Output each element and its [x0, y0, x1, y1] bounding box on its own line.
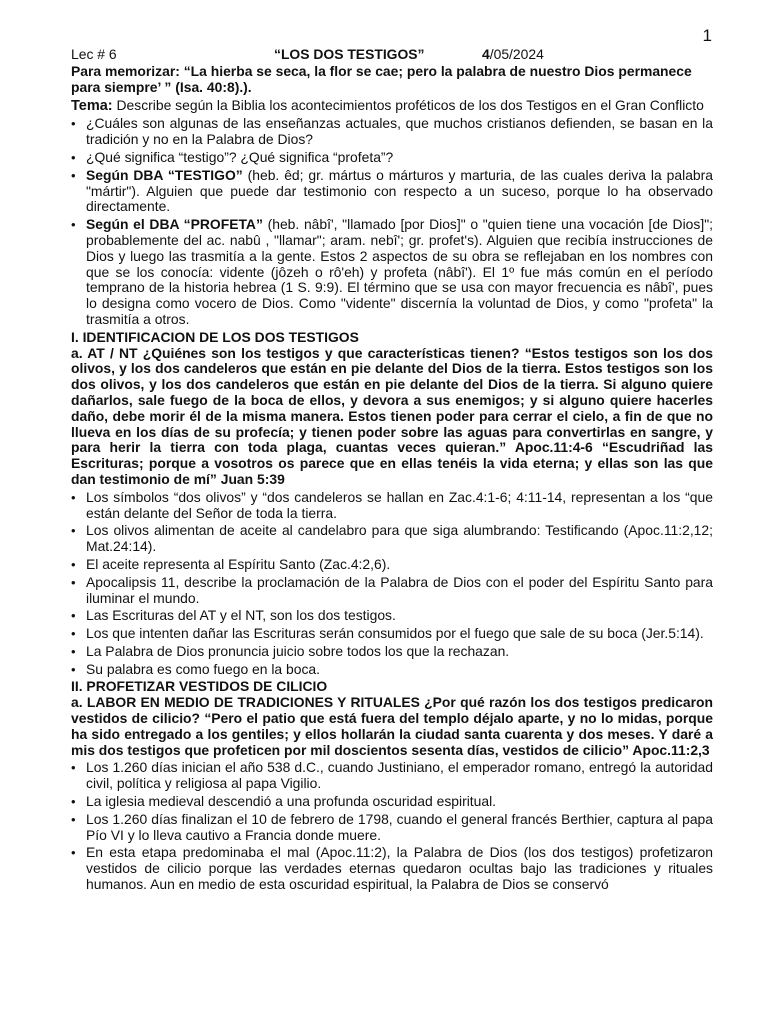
list-item: • Apocalipsis 11, describe la proclamación de la Palabra de Dios con el poder del Espíritu Santo para iluminar el mundo. [71, 575, 713, 607]
section1-list [71, 490, 713, 678]
lesson-date-day: 4 [482, 46, 490, 62]
lesson-header [71, 47, 713, 64]
topic-label: Tema: [71, 97, 113, 114]
list-item: • Los 1.260 días finalizan el 10 de febrero de 1798, cuando el general francés Berthier, captura al papa Pío VI y lo lleva cautivo a Francia donde muere. [71, 812, 713, 844]
section-heading: I. IDENTIFICACION DE LOS DOS TESTIGOS [71, 328, 359, 345]
list-item: • Los 1.260 días inician el año 538 d.C., cuando Justiniano, el emperador romano, entregó la autoridad civil, política y religiosa al papa Vigilio. [71, 760, 713, 792]
list-item: • El aceite representa al Espíritu Santo (Zac.4:2,6). [71, 557, 713, 573]
list-item: • En esta etapa predominaba el mal (Apoc.11:2), la Palabra de Dios (los dos testigos) profetizaron vestidos de cilicio porque las verdades eternas quedaron ocultas bajo las tradiciones y rituales humanos. Aun en medio de esta oscuridad espiritual, la Palabra de Dios se conservó [71, 845, 713, 892]
list-item: • Los olivos alimentan de aceite al candelabro para que siga alumbrando: Testificando (Apoc.11:2,12; Mat.24:14). [71, 523, 713, 555]
list-item: • Su palabra es como fuego en la boca. [71, 662, 713, 678]
section2-list [71, 760, 713, 892]
topic-text: Describe según la Biblia los acontecimientos proféticos de los dos Testigos en el Gran Conflicto [112, 96, 704, 113]
document-body [71, 47, 713, 893]
list-item: • Los que intenten dañar las Escrituras serán consumidos por el fuego que sale de su boca (Jer.5:14). [71, 626, 713, 642]
lesson-date-rest: /05/2024 [489, 46, 544, 62]
topic [71, 98, 713, 115]
intro-item [71, 217, 713, 328]
page-number: 1 [702, 26, 712, 45]
list-item: • La Palabra de Dios pronuncia juicio sobre todos los que la rechazan. [71, 644, 713, 660]
intro-item [71, 116, 713, 148]
section-heading: II. PROFETIZAR VESTIDOS DE CILICIO [71, 678, 328, 695]
section-question: a. LABOR EN MEDIO DE TRADICIONES Y RITUALES ¿Por qué razón los dos testigos predicaron vestidos de cilicio? “Pero el patio que está fuera del templo déjalo aparte, y no lo midas, porque ha sido entregado a los gentiles; y ellos hollarán la ciudad santa cuarenta y dos meses. Y daré a mis dos testigos que profeticen por mil doscientos sesenta días, vestidos de cilicio” Apoc.11:2,3 [71, 694, 713, 758]
section-question: a. AT / NT ¿Quiénes son los testigos y que características tienen? “Estos testigos son los dos olivos, y los dos candeleros que están en pie delante del Dios de la tierra. Estos testigos son los dos olivos, y los dos candeleros que están en pie delante del Dios de la tierra. Si alguno quiere dañarlos, sale fuego de la boca de ellos, y devora a sus enemigos; y si alguno quiere hacerles daño, debe morir él de la misma manera. Estos tienen poder para cerrar el cielo, a fin de que no llueva en los días de su profecía; y tienen poder sobre las aguas para convertirlas en sangre, y para herir la tierra con toda plaga, cuantas veces quieran.” Apoc.11:4-6 “Escudriñad las Escrituras; porque a vosotros os parece que en ellas tenéis la vida eterna; y ellas son las que dan testimonio de mí” Juan 5:39 [71, 344, 713, 487]
intro-item [71, 168, 713, 215]
intro-item-bold: Según el DBA “PROFETA” [86, 216, 263, 233]
lesson-number: Lec # 6 [71, 46, 117, 62]
lesson-date [482, 47, 544, 63]
intro-item-bold: Según DBA “TESTIGO” [86, 166, 243, 183]
intro-item [71, 150, 713, 166]
intro-item-text: (heb. êd; gr. mártus o márturos y marturia, de las cuales deriva la palabra "mártir"). Alguien que puede dar testimonio con respecto a un suceso, porque lo ha observado directamente. [86, 166, 713, 215]
intro-item-text: (heb. nâbî', "llamado [por Dios]" o "quien tiene una vocación [de Dios]"; probablemente del ac. nabû , "llamar"; aram. nebî'; gr. profet's). Alguien que recibía instrucciones de Dios y luego las trasmitía a la gente. Estos 2 aspectos de su obra se reflejaban en los nombres con que se los conocía: vidente (jôzeh o rô'eh) y profeta (nâbî'). El 1º fue más común en el período temprano de la historia hebrea (1 S. 9:9). El término que se usa con mayor frecuencia es nâbî', pues lo designa como vocero de Dios. Como "vidente" discernía la voluntad de Dios, y como "profeta" la trasmitía a otros. [86, 216, 713, 327]
memory-verse: Para memorizar: “La hierba se seca, la flor se cae; pero la palabra de nuestro Dios permanece para siempre’ ” (Isa. 40:8).). [71, 63, 692, 95]
list-item: • La iglesia medieval descendió a una profunda oscuridad espiritual. [71, 794, 713, 810]
intro-item-text: ¿Cuáles son algunas de las enseñanzas actuales, que muchos cristianos defienden, se basan en la tradición y no en la Palabra de Dios? [86, 115, 713, 148]
list-item: • Las Escrituras del AT y el NT, son los dos testigos. [71, 608, 713, 624]
lesson-title: “LOS DOS TESTIGOS” [274, 46, 425, 62]
list-item: • Los símbolos “dos olivos” y “dos candeleros se hallan en Zac.4:1-6; 4:11-14, representan a los “que están delante del Señor de toda la tierra. [71, 490, 713, 522]
intro-item-text: ¿Qué significa “testigo”? ¿Qué significa “profeta”? [86, 148, 394, 165]
intro-list [71, 116, 713, 327]
